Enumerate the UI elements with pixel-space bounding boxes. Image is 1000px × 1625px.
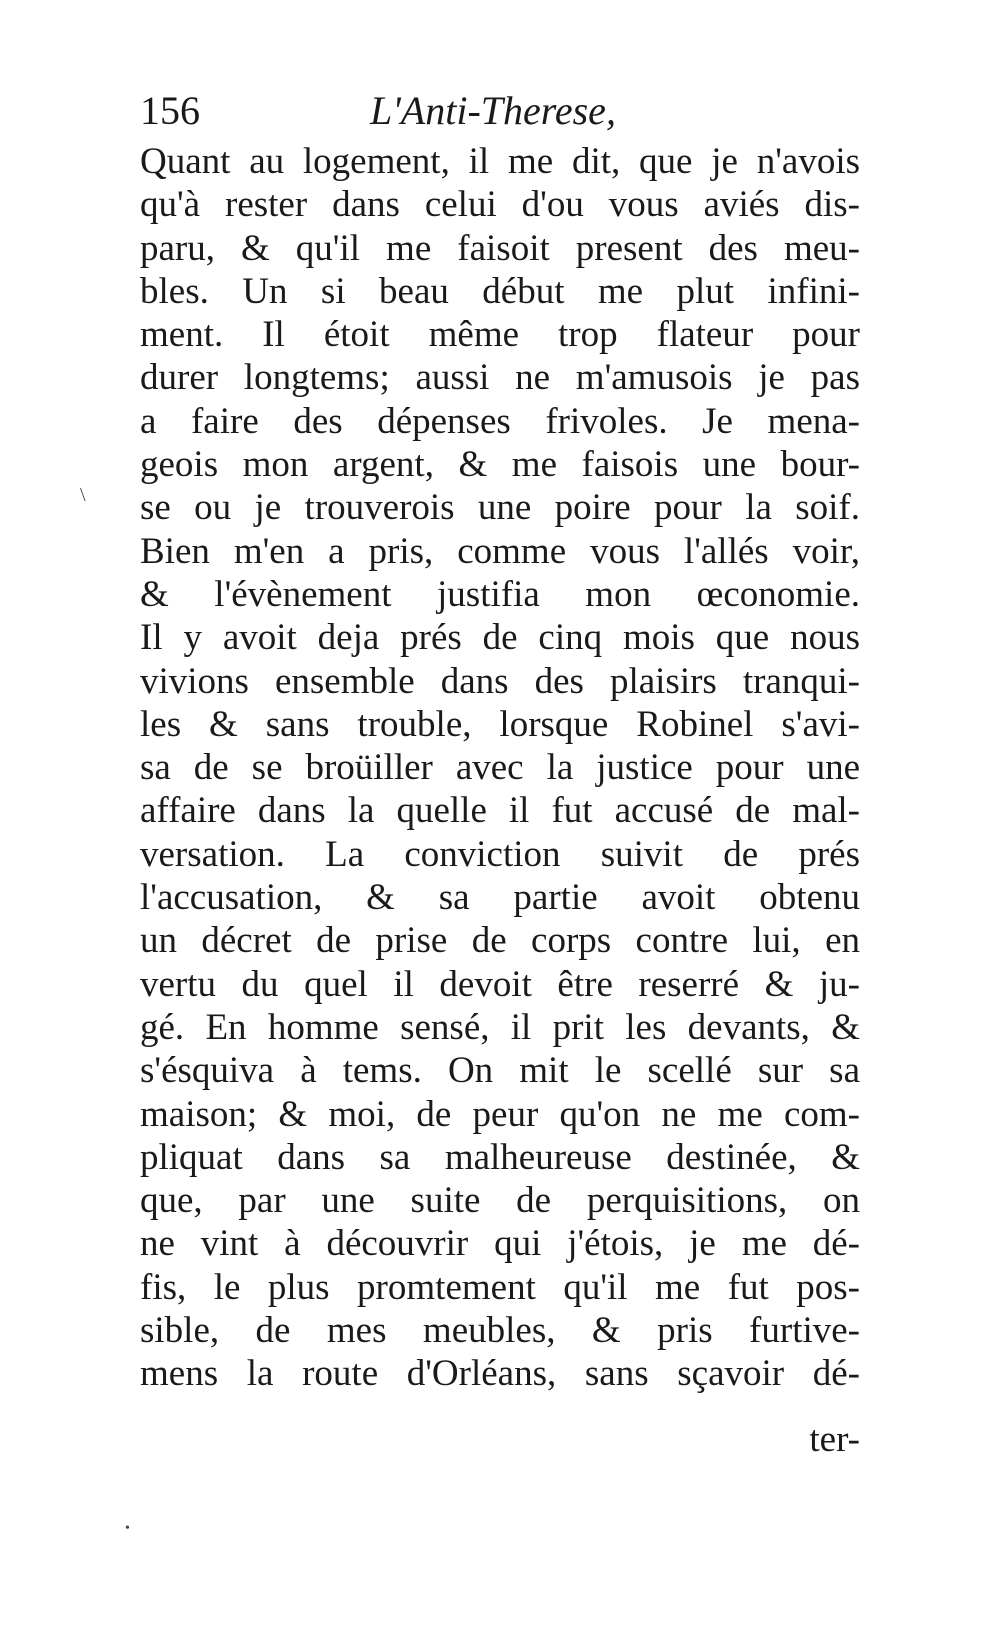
- margin-dot: •: [125, 1521, 130, 1536]
- text-line: s'ésquiva à tems. On mit le scellé sur sa: [140, 1050, 860, 1092]
- text-line: gé. En homme sensé, il prit les devants, &: [140, 1006, 860, 1048]
- margin-mark: \: [80, 484, 86, 506]
- text-line: geois mon argent, & me faisois une bour-: [140, 444, 860, 486]
- text-line: sa de se broüiller avec la justice pour une: [140, 747, 860, 789]
- text-line: durer longtems; aussi ne m'amusois je pas: [140, 357, 860, 399]
- text-line: que, par une suite de perquisitions, on: [140, 1180, 860, 1222]
- text-line: Il y avoit deja prés de cinq mois que nous: [140, 617, 860, 659]
- text-line: un décret de prise de corps contre lui, en: [140, 920, 860, 962]
- text-line: les & sans trouble, lorsque Robinel s'avi-: [140, 703, 860, 745]
- text-line: maison; & moi, de peur qu'on ne me com-: [140, 1093, 860, 1135]
- text-line: qu'à rester dans celui d'ou vous aviés dis-: [140, 184, 860, 226]
- text-line: a faire des dépenses frivoles. Je mena-: [140, 400, 860, 442]
- text-line: Bien m'en a pris, comme vous l'allés voir,: [140, 530, 860, 572]
- text-line: sible, de mes meubles, & pris furtive-: [140, 1310, 860, 1352]
- text-line: & l'évènement justifia mon œconomie.: [140, 573, 860, 615]
- text-line: versation. La conviction suivit de prés: [140, 833, 860, 875]
- text-line: bles. Un si beau début me plut infini-: [140, 270, 860, 312]
- text-line: pliquat dans sa malheureuse destinée, &: [140, 1136, 860, 1178]
- text-line: affaire dans la quelle il fut accusé de mal-: [140, 790, 860, 832]
- text-line: paru, & qu'il me faisoit present des meu-: [140, 227, 860, 269]
- text-line: fis, le plus promtement qu'il me fut pos-: [140, 1266, 860, 1308]
- text-line: vertu du quel il devoit être reserré & ju-: [140, 963, 860, 1005]
- text-line: l'accusation, & sa partie avoit obtenu: [140, 877, 860, 919]
- page-header: [140, 86, 860, 136]
- text-line: vivions ensemble dans des plaisirs tranqui-: [140, 660, 860, 702]
- text-line: mens la route d'Orléans, sans sçavoir dé-: [140, 1353, 860, 1395]
- catchword: ter-: [809, 1419, 860, 1460]
- text-line: ment. Il étoit même trop flateur pour: [140, 314, 860, 356]
- page-number: 156: [140, 88, 200, 133]
- running-title: L'Anti-Therese,: [370, 88, 616, 133]
- text-line: se ou je trouverois une poire pour la soif.: [140, 487, 860, 529]
- text-line: ne vint à découvrir qui j'étois, je me dé-: [140, 1223, 860, 1265]
- body-text: [140, 140, 860, 1396]
- text-line: Quant au logement, il me dit, que je n'avois: [140, 141, 860, 182]
